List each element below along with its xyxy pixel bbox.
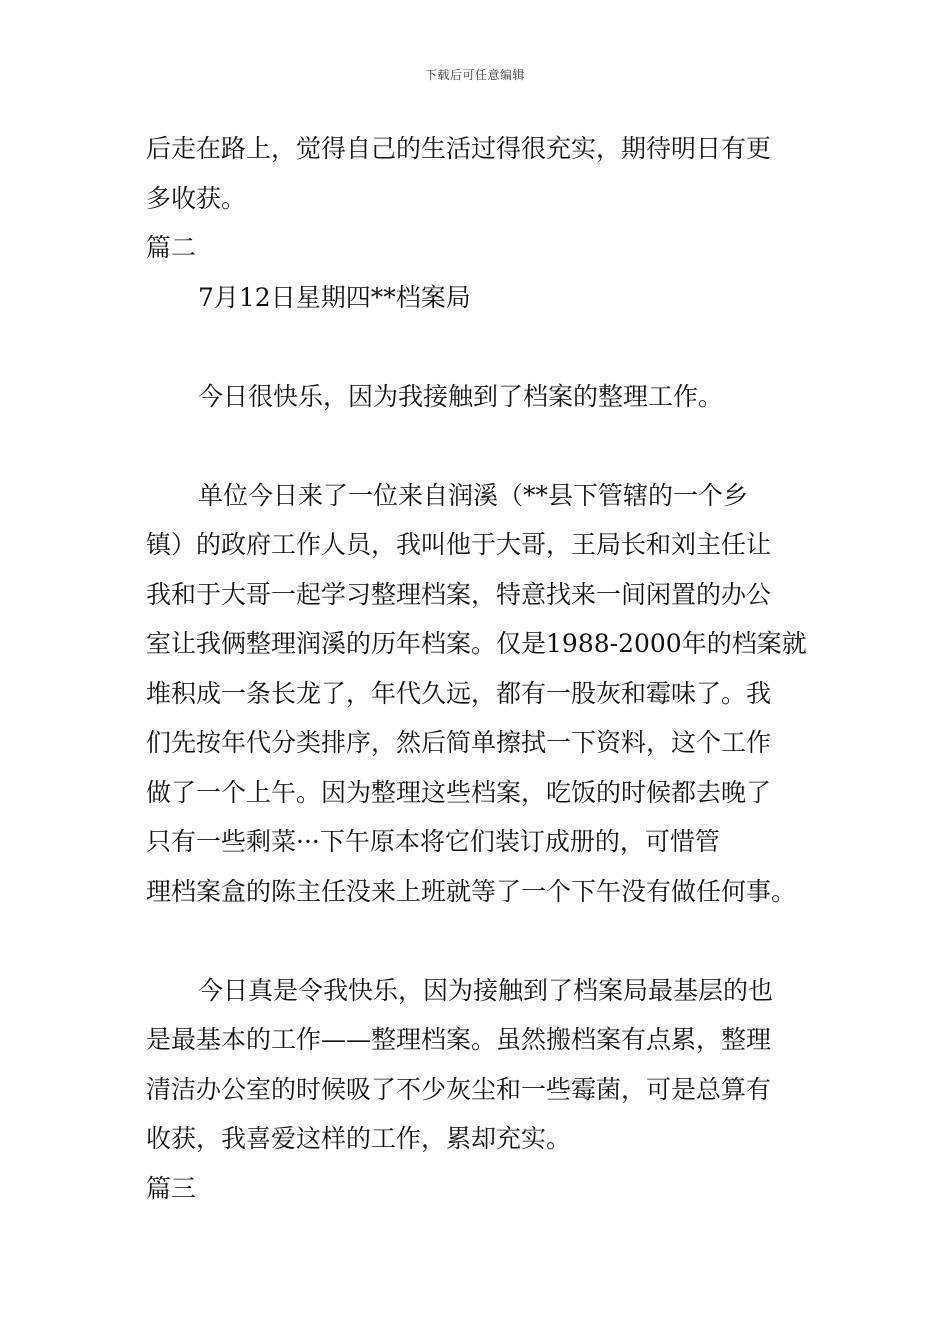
date-line: 7月12日星期四**档案局 xyxy=(198,282,471,312)
paragraph-line: 清洁办公室的时候吸了不少灰尘和一些霉菌，可是总算有 xyxy=(146,1074,772,1104)
paragraph-line: 单位今日来了一位来自润溪（**县下管辖的一个乡 xyxy=(198,480,749,510)
paragraph-line: 只有一些剩菜···下午原本将它们装订成册的，可惜管 xyxy=(146,827,720,856)
section-heading-3: 篇三 xyxy=(146,1173,197,1203)
paragraph-line: 是最基本的工作——整理档案。虽然搬档案有点累，整理 xyxy=(146,1025,772,1054)
paragraph-line: 做了一个上午。因为整理这些档案，吃饭的时候都去晚了 xyxy=(146,777,772,807)
spacer xyxy=(146,322,808,372)
paragraph-line: 理档案盒的陈主任没来上班就等了一个下午没有做任何事。 xyxy=(146,876,797,906)
paragraph-line: 我和于大哥一起学习整理档案，特意找来一间闲置的办公 xyxy=(146,579,772,609)
paragraph-line: 镇）的政府工作人员，我叫他于大哥，王局长和刘主任让 xyxy=(146,530,772,559)
paragraph-line: 后走在路上，觉得自己的生活过得很充实，期待明日有更 xyxy=(146,134,772,163)
paragraph-line: 堆积成一条长龙了，年代久远，都有一股灰和霉味了。我 xyxy=(146,678,772,708)
document-body xyxy=(146,124,808,1213)
paragraph-line: 们先按年代分类排序，然后简单擦拭一下资料，这个工作 xyxy=(146,728,772,757)
paragraph-line: 今日很快乐，因为我接触到了档案的整理工作。 xyxy=(198,381,724,411)
paragraph-line: 今日真是令我快乐，因为接触到了档案局最基层的也 xyxy=(198,975,774,1005)
paragraph-line: 收获，我喜爱这样的工作，累却充实。 xyxy=(146,1124,572,1153)
spacer xyxy=(146,421,808,471)
paragraph-line: 多收获。 xyxy=(146,183,247,213)
section-heading-2: 篇二 xyxy=(146,233,197,262)
spacer xyxy=(146,916,808,966)
paragraph-line: 室让我俩整理润溪的历年档案。仅是1988-2000年的档案就 xyxy=(146,629,807,658)
page-header: 下载后可任意编辑 xyxy=(424,68,525,82)
